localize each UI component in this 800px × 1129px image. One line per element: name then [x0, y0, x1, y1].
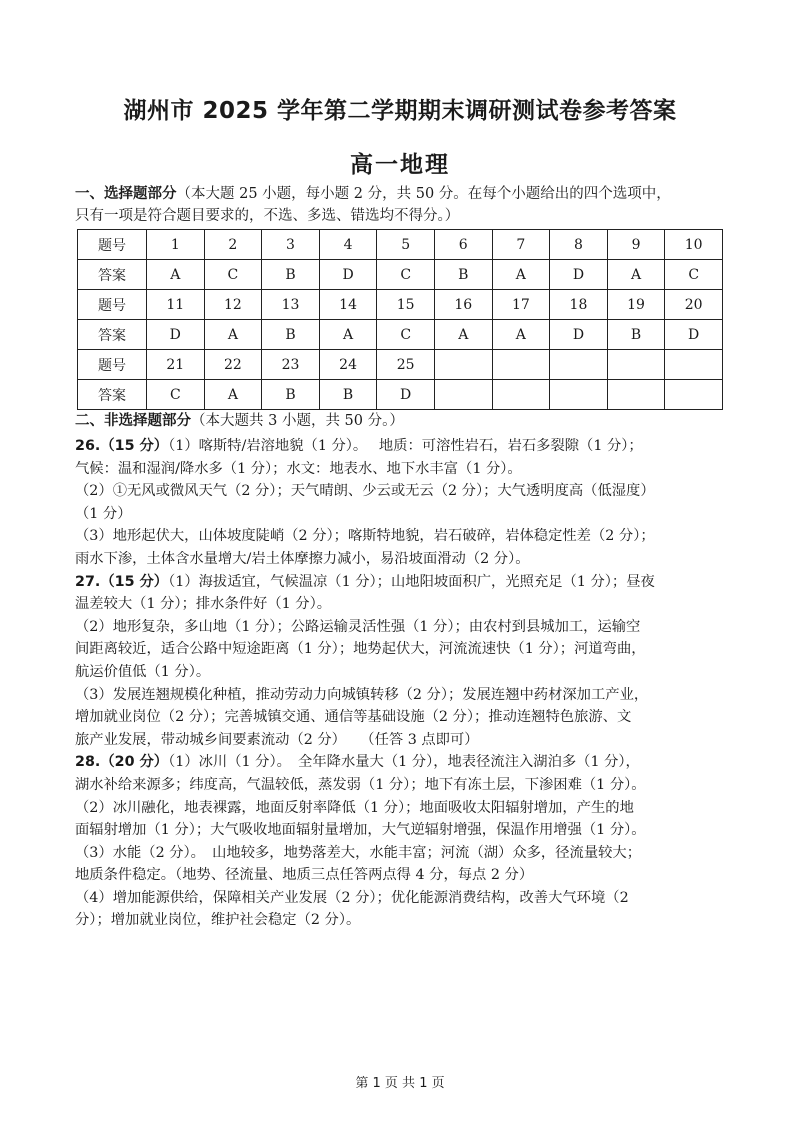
section2-intro: [75, 410, 725, 432]
table-cell: C: [204, 260, 262, 290]
answer-line: [75, 909, 725, 932]
answer-line: [75, 864, 725, 887]
table-cell: 14: [319, 290, 377, 320]
page-title: 湖州市 2025 学年第二学期期末调研测试卷参考答案: [123, 98, 677, 124]
table-cell: 18: [550, 290, 608, 320]
answer-text: 湖水补给来源多；纬度高，气温较低，蒸发弱（1 分）；地下有冻土层，下渗困难（1 分）。: [75, 776, 646, 793]
table-cell: [492, 380, 550, 410]
table-row-header: 答案: [78, 260, 147, 290]
answer-text: （3）水能（2 分）。 山地较多，地势落差大，水能丰富；河流（湖）众多，径流量较大；: [75, 844, 642, 861]
table-cell: 5: [377, 230, 435, 260]
table-cell: [665, 350, 723, 380]
table-cell: 9: [607, 230, 665, 260]
answer-text: 分）；增加就业岗位，维护社会稳定（2 分）。: [75, 912, 361, 929]
table-cell: [607, 350, 665, 380]
table-cell: 1: [147, 230, 205, 260]
table-row: [78, 380, 723, 410]
question-number: 27.（15 分）: [75, 573, 169, 590]
table-cell: [434, 380, 492, 410]
table-cell: 22: [204, 350, 262, 380]
answer-text: （4）增加能源供给，保障相关产业发展（2 分）；优化能源消费结构，改善大气环境（2: [75, 889, 629, 906]
table-cell: 4: [319, 230, 377, 260]
section1-desc-1: （本大题 25 小题，每小题 2 分，共 50 分。在每个小题给出的四个选项中，: [176, 186, 671, 202]
table-row: [78, 290, 723, 320]
table-cell: 16: [434, 290, 492, 320]
answer-table: [77, 229, 723, 410]
table-row-header: 题号: [78, 350, 147, 380]
answer-line: [75, 819, 725, 842]
table-cell: 11: [147, 290, 205, 320]
table-cell: A: [204, 320, 262, 350]
table-cell: A: [204, 380, 262, 410]
answer-body: [75, 435, 725, 932]
table-cell: B: [319, 380, 377, 410]
answer-line: [75, 435, 725, 458]
answer-line: [75, 729, 725, 752]
answer-line: [75, 480, 725, 503]
table-row: [78, 320, 723, 350]
table-cell: D: [665, 320, 723, 350]
section1-desc-2: 只有一项是符合题目要求的，不选、多选、错选均不得分。）: [75, 208, 460, 224]
section2-desc: （本大题共 3 小题，共 50 分。）: [191, 413, 404, 429]
table-cell: D: [377, 380, 435, 410]
answer-line: [75, 842, 725, 865]
table-cell: C: [377, 320, 435, 350]
answer-line: [75, 887, 725, 910]
table-cell: A: [607, 260, 665, 290]
table-cell: B: [262, 260, 320, 290]
table-cell: 17: [492, 290, 550, 320]
table-cell: [665, 380, 723, 410]
table-cell: 12: [204, 290, 262, 320]
table-cell: B: [434, 260, 492, 290]
answer-line: [75, 684, 725, 707]
answer-text: 航运价值低（1 分）。: [75, 663, 211, 680]
answer-text: 间距离较近，适合公路中短途距离（1 分）；地势起伏大，河流流速快（1 分）；河道弯曲，: [75, 641, 646, 658]
section2-heading: 二、非选择题部分: [75, 413, 191, 429]
section1-intro: [75, 183, 725, 227]
table-cell: 15: [377, 290, 435, 320]
question-number: 26.（15 分）: [75, 438, 169, 454]
answer-line: [75, 458, 725, 481]
table-cell: A: [319, 320, 377, 350]
answer-line: [75, 548, 725, 571]
table-cell: [492, 350, 550, 380]
table-cell: 7: [492, 230, 550, 260]
table-cell: D: [319, 260, 377, 290]
table-cell: A: [147, 260, 205, 290]
table-row-header: 答案: [78, 380, 147, 410]
answer-text: 旅产业发展，带动城乡间要素流动（2 分） （任答 3 点即可）: [75, 731, 479, 748]
table-cell: C: [377, 260, 435, 290]
table-cell: 23: [262, 350, 320, 380]
page-subtitle: 高一地理: [350, 152, 450, 178]
answer-text: （1）喀斯特/岩溶地貌（1 分）。 地质：可溶性岩石，岩石多裂隙（1 分）；: [168, 438, 643, 454]
table-cell: [607, 380, 665, 410]
answer-line: [75, 525, 725, 548]
table-cell: A: [492, 320, 550, 350]
table-cell: [550, 380, 608, 410]
table-cell: D: [550, 320, 608, 350]
answer-text: 增加就业岗位（2 分）；完善城镇交通、通信等基础设施（2 分）；推动连翘特色旅游、文: [75, 709, 632, 726]
section1-heading: 一、选择题部分: [75, 186, 177, 202]
answer-text: （3）发展连翘规模化种植，推动劳动力向城镇转移（2 分）；发展连翘中药材深加工产业，: [75, 686, 649, 703]
answer-text: 气候：温和湿润/降水多（1 分）；水文：地表水、地下水丰富（1 分）。: [75, 460, 522, 477]
table-cell: [434, 350, 492, 380]
answer-text: （2）冰川融化，地表裸露，地面反射率降低（1 分）；地面吸收太阳辐射增加，产生的地: [75, 799, 634, 816]
table-cell: 6: [434, 230, 492, 260]
table-cell: 19: [607, 290, 665, 320]
answer-text: （2）地形复杂，多山地（1 分）；公路运输灵活性强（1 分）；由农村到县城加工，运输空: [75, 618, 641, 635]
answer-text: （2）①无风或微风天气（2 分）；天气晴朗、少云或无云（2 分）；大气透明度高（低湿度）: [75, 483, 655, 500]
table-row-header: 题号: [78, 290, 147, 320]
question-number: 28.（20 分）: [75, 754, 169, 771]
answer-line: [75, 593, 725, 616]
table-cell: A: [434, 320, 492, 350]
table-row-header: 答案: [78, 320, 147, 350]
table-cell: 10: [665, 230, 723, 260]
table-cell: 20: [665, 290, 723, 320]
answer-text: 面辐射增加（1 分）；大气吸收地面辐射量增加，大气逆辐射增强，保温作用增强（1 分）。: [75, 822, 646, 839]
table-cell: 8: [550, 230, 608, 260]
table-cell: B: [262, 380, 320, 410]
answer-text: （1）冰川（1 分）。 全年降水量大（1 分），地表径流注入湖泊多（1 分），: [168, 754, 640, 771]
table-cell: 13: [262, 290, 320, 320]
table-cell: D: [550, 260, 608, 290]
page-footer: 第 1 页 共 1 页: [355, 1076, 445, 1091]
table-row: [78, 350, 723, 380]
table-row: [78, 260, 723, 290]
answer-line: [75, 661, 725, 684]
table-cell: 3: [262, 230, 320, 260]
answer-line: [75, 616, 725, 639]
answer-text: 温差较大（1 分）；排水条件好（1 分）。: [75, 596, 332, 613]
table-cell: [550, 350, 608, 380]
table-row: [78, 230, 723, 260]
answer-text: （3）地形起伏大，山体坡度陡峭（2 分）；喀斯特地貌，岩石破碎，岩体稳定性差（2 分）；: [75, 528, 655, 545]
table-cell: 25: [377, 350, 435, 380]
answer-text: （1）海拔适宜，气候温凉（1 分）；山地阳坡面积广，光照充足（1 分）；昼夜: [168, 573, 655, 590]
answer-line: [75, 503, 725, 526]
table-cell: 2: [204, 230, 262, 260]
answer-line: [75, 774, 725, 797]
table-cell: D: [147, 320, 205, 350]
answer-line: [75, 706, 725, 729]
table-cell: 24: [319, 350, 377, 380]
answer-text: 地质条件稳定。（地势、径流量、地质三点任答两点得 4 分，每点 2 分）: [75, 867, 534, 884]
answer-line: [75, 751, 725, 774]
table-cell: C: [665, 260, 723, 290]
answer-line: [75, 571, 725, 594]
answer-text: 雨水下渗，土体含水量增大/岩土体摩擦力减小，易沿坡面滑动（2 分）。: [75, 550, 530, 567]
table-cell: A: [492, 260, 550, 290]
table-cell: 21: [147, 350, 205, 380]
answer-line: [75, 797, 725, 820]
answer-line: [75, 638, 725, 661]
table-cell: C: [147, 380, 205, 410]
answer-text: （1 分）: [75, 505, 132, 522]
table-row-header: 题号: [78, 230, 147, 260]
table-cell: B: [262, 320, 320, 350]
table-cell: B: [607, 320, 665, 350]
